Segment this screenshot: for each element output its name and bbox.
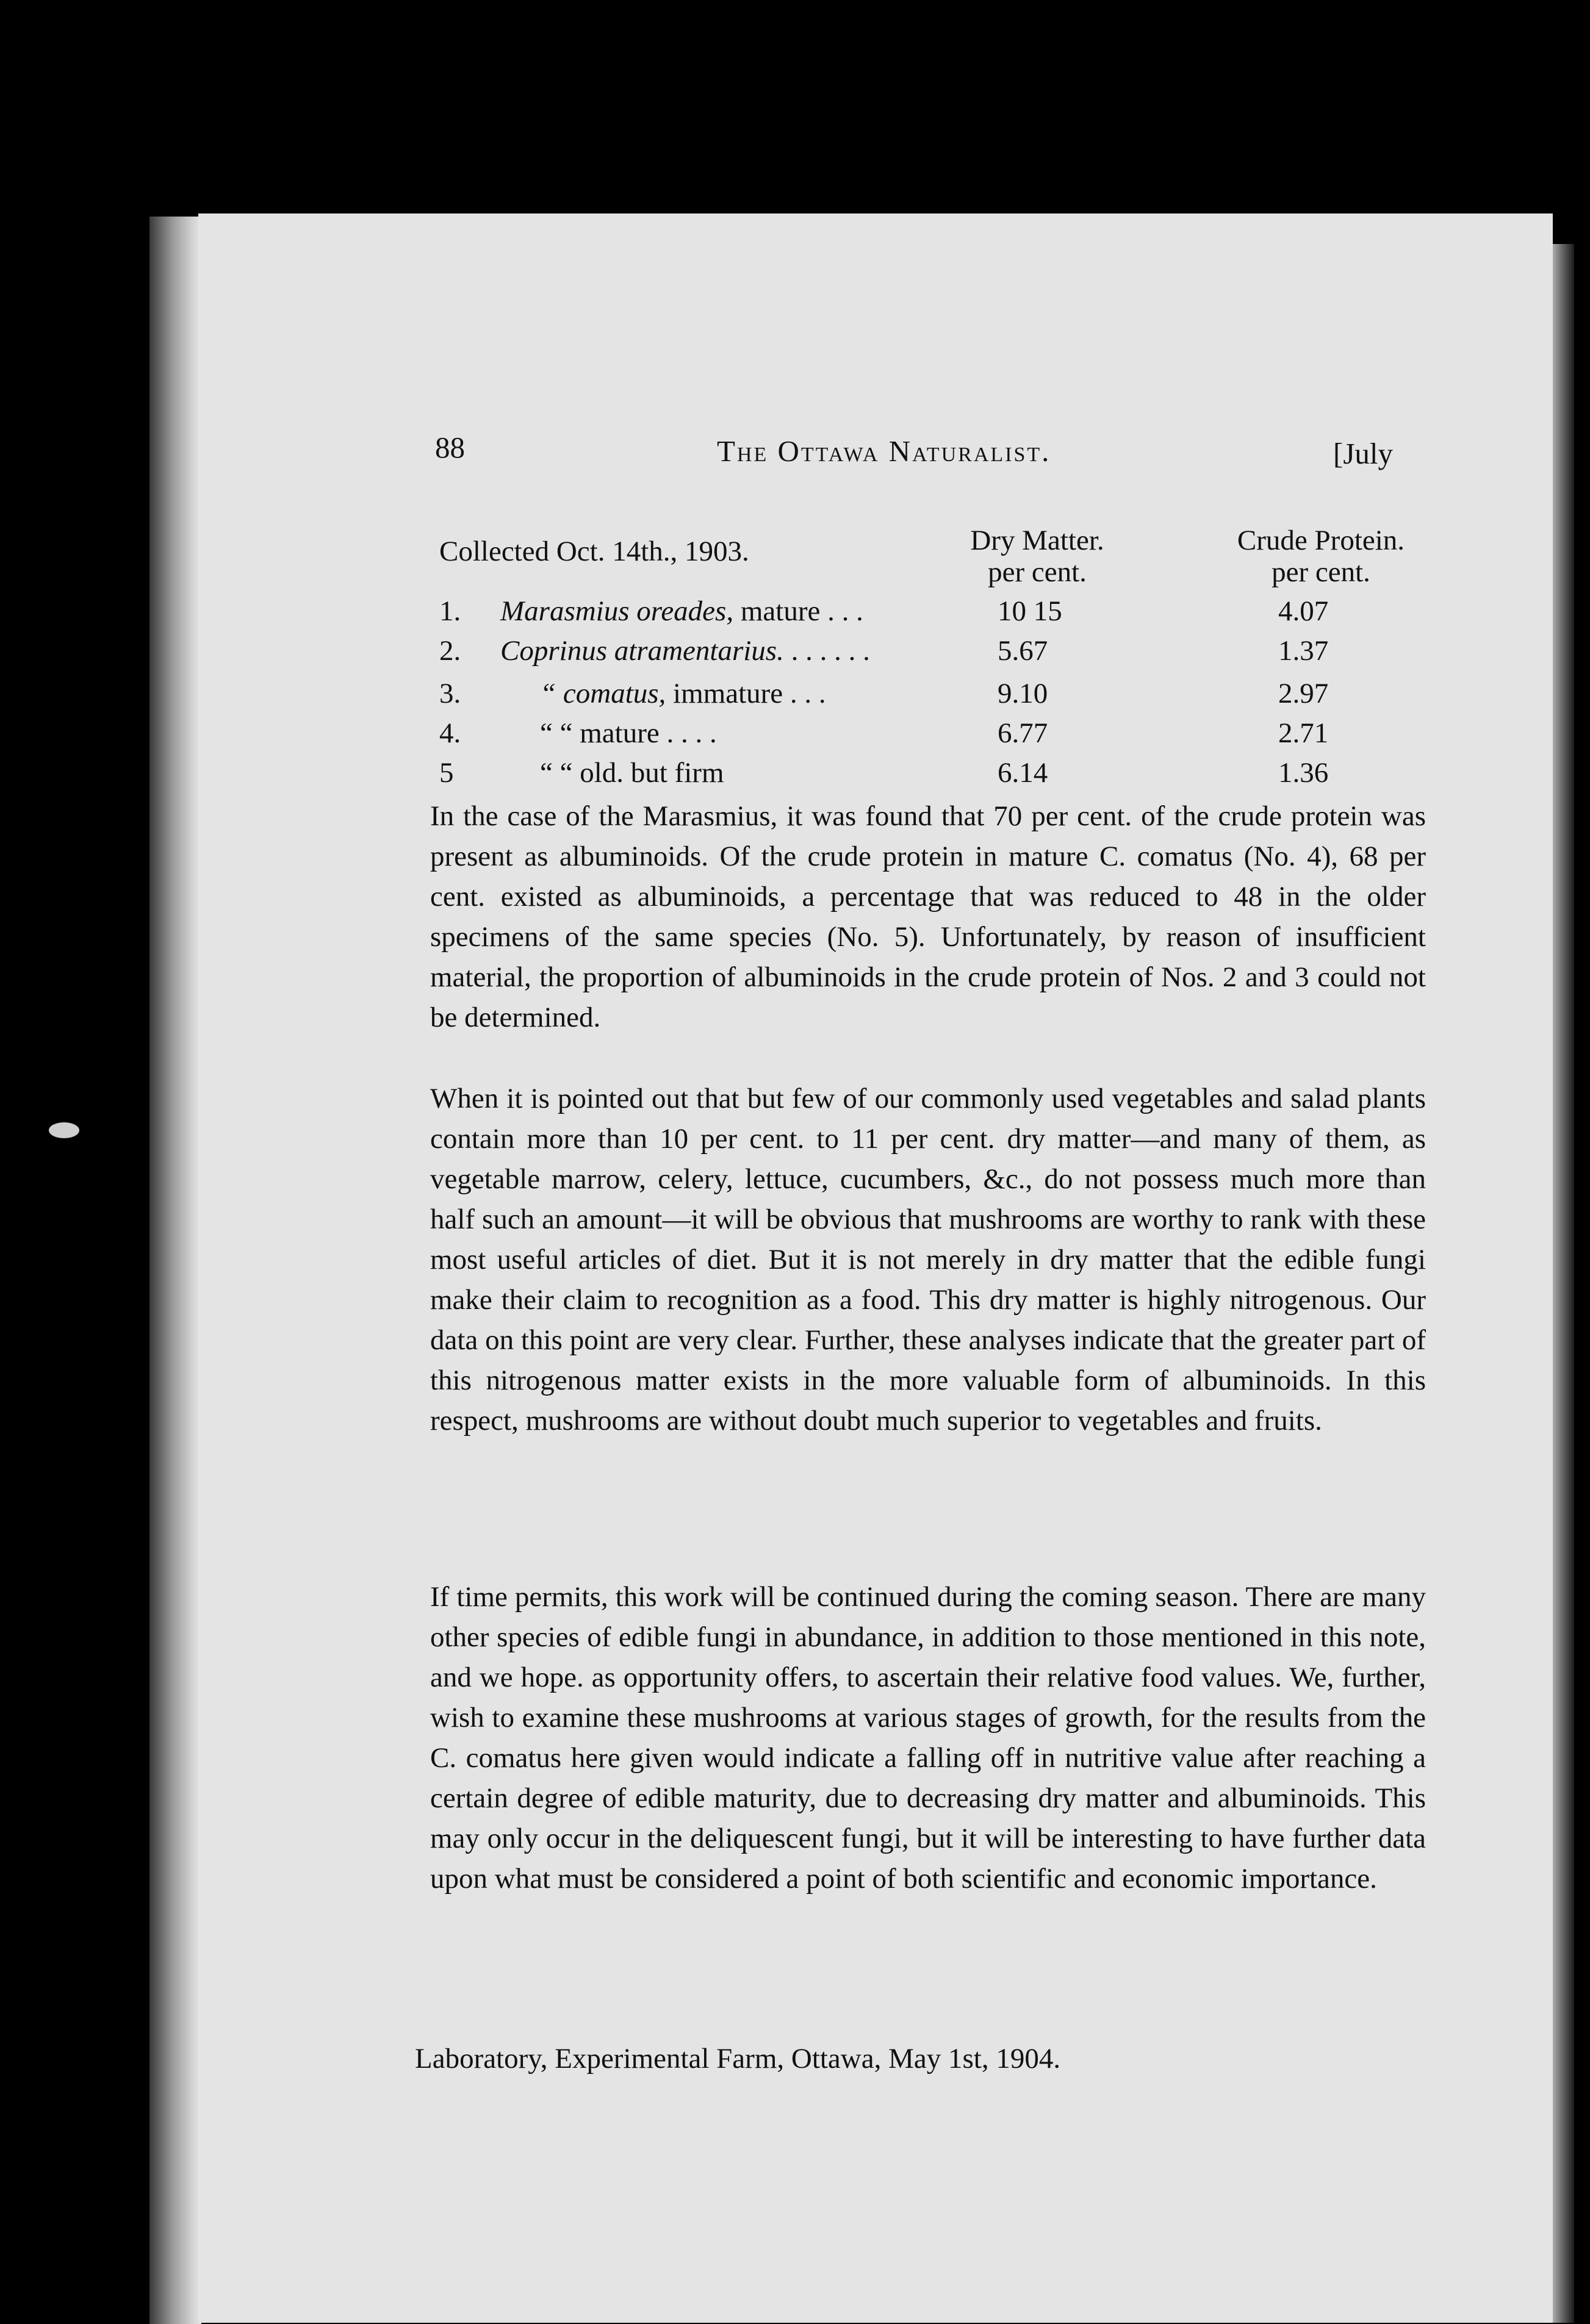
page-number: 88 <box>435 431 465 464</box>
signature-line: Laboratory, Experimental Farm, Ottawa, May 1st, 1904. <box>415 2043 1061 2075</box>
paragraph-albuminoids: In the case of the Marasmius, it was found that 70 per cent. of the crude protein was present as albuminoids. Of the crude protein in mature C. comatus (No. 4), 68 per cent. existed as albuminoids, a percentage that was reduced to 48 in the older specimens of the same species (No. 5). Unfortunately, by reason of insufficient material, the proportion of albuminoids in the crude protein of Nos. 2 and 3 could not be determined. <box>430 800 1426 1033</box>
collected-date-label: Collected Oct. 14th., 1903. <box>439 536 749 567</box>
journal-title: The Ottawa Naturalist. <box>717 434 1051 468</box>
paragraph-dry-matter: When it is pointed out that but few of our commonly used vegetables and salad plants contain more than 10 per cent. to 11 per cent. dry matter—and many of them, as vegetable marrow, celery, lettuce, cucumbers, &c., do not possess much more than half such an amount—it will be obvious that mushrooms are worthy to rank with these most useful articles of diet. But it is not merely in dry matter that the edible fungi make their claim to recognition as a food. This dry matter is highly nitrogenous. Our data on this point are very clear. Further, these analyses indicate that the greater part of this nitrogenous matter exists in the more valuable form of albuminoids. In this respect, mushrooms are without doubt much superior to vegetables and fruits. <box>430 1083 1426 1436</box>
paragraph-future-work: If time permits, this work will be continued during the coming season. There are many other species of edible fungi in abundance, in addition to those mentioned in this note, and we hope. as opportunity offers, to ascertain their relative food values. We, further, wish to examine these mushrooms at various stages of growth, for the results from the C. comatus here given would indicate a falling off in nutritive value after reaching a certain degree of edible maturity, due to decreasing dry matter and albuminoids. This may only occur in the deliquescent fungi, but it will be interesting to have further data upon what must be considered a point of both scientific and economic importance. <box>430 1581 1426 1895</box>
page-left-edge <box>149 217 201 2324</box>
crude-protein-header: Crude Protein. per cent. <box>1237 525 1405 588</box>
book-page <box>198 213 1553 2323</box>
running-header <box>198 430 1553 479</box>
table-row: 4. “ “ mature . . . . 6.77 2.71 <box>439 717 1329 749</box>
scan-speck <box>49 1122 79 1138</box>
dry-matter-header: Dry Matter. per cent. <box>970 525 1104 588</box>
table-row: 5 “ “ old. but firm 6.14 1.36 <box>439 757 1329 789</box>
table-row: 1. Marasmius oreades, mature . . . 10 15 4.07 <box>439 595 1329 627</box>
table-row: 2. Coprinus atramentarius. . . . . . . 5.67 1.37 <box>439 635 1329 667</box>
table-row: 3. “ comatus, immature . . . 9.10 2.97 <box>439 678 1329 709</box>
issue-month: [July <box>1333 437 1393 470</box>
